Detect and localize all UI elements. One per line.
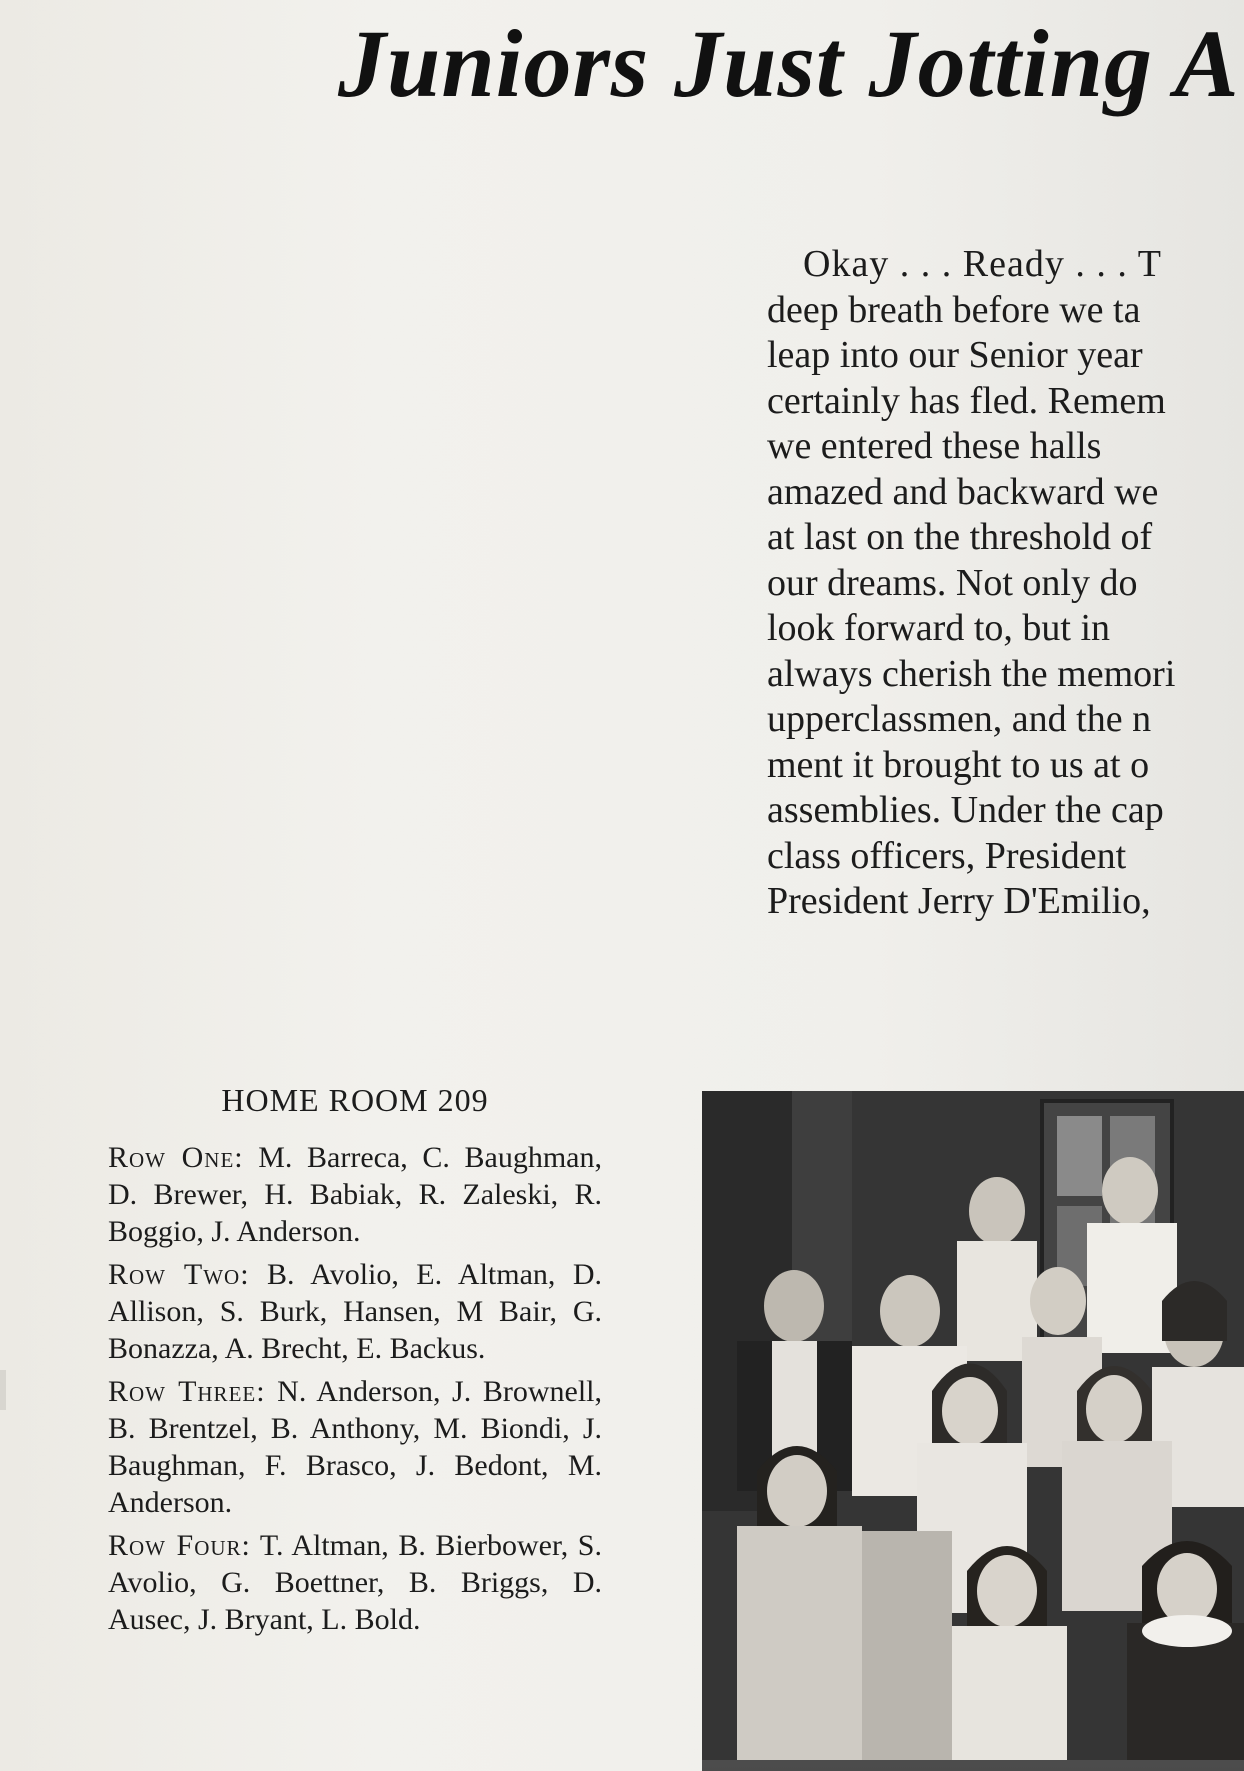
paragraph-line: class officers, President bbox=[767, 834, 1127, 877]
paragraph-line: our dreams. Not only do bbox=[767, 561, 1138, 604]
photo-caption bbox=[108, 1082, 602, 1644]
caption-row-one bbox=[108, 1139, 602, 1250]
class-group-photo bbox=[702, 1091, 1244, 1771]
row-names: B. Avolio, E. Altman, D. Allison, S. Burk, Hansen, M Bair, G. Bonazza, A. Brecht, E. Backus. bbox=[108, 1258, 602, 1365]
paragraph-line: leap into our Senior year bbox=[767, 334, 1143, 376]
paragraph-line: certainly has fled. Remem bbox=[767, 379, 1166, 422]
paragraph-line: assemblies. Under the cap bbox=[767, 789, 1164, 831]
paragraph-line: ment it brought to us at o bbox=[767, 743, 1150, 786]
paragraph-line: upperclassmen, and the n bbox=[767, 698, 1152, 740]
page-edge-mark bbox=[0, 1370, 6, 1410]
caption-row-four bbox=[108, 1527, 602, 1638]
row-label: Row Two: bbox=[108, 1258, 250, 1291]
paragraph-line: we entered these halls bbox=[767, 425, 1102, 467]
intro-paragraph bbox=[767, 242, 1244, 925]
row-names: N. Anderson, J. Brownell, B. Brentzel, B. Anthony, M. Biondi, J. Baughman, F. Brasco, J. Bedont, M. Anderson. bbox=[108, 1375, 602, 1519]
paragraph-line: at last on the threshold of bbox=[767, 516, 1153, 558]
paragraph-line: always cherish the memori bbox=[767, 652, 1176, 695]
paragraph-line: Okay . . . Ready . . . T bbox=[803, 243, 1162, 285]
row-names: M. Barreca, C. Baughman, D. Brewer, H. Babiak, R. Zaleski, R. Boggio, J. Anderson. bbox=[108, 1141, 602, 1248]
paragraph-line: amazed and backward we bbox=[767, 470, 1159, 513]
page-title: Juniors Just Jotting A bbox=[338, 10, 1240, 117]
homeroom-heading: HOME ROOM 209 bbox=[221, 1082, 489, 1118]
row-label: Row Three: bbox=[108, 1375, 266, 1408]
paragraph-line: look forward to, but in bbox=[767, 607, 1111, 649]
paragraph-line: President Jerry D'Emilio, bbox=[767, 880, 1151, 922]
caption-row-two bbox=[108, 1256, 602, 1367]
row-label: Row One: bbox=[108, 1141, 244, 1174]
caption-row-three bbox=[108, 1373, 602, 1521]
paragraph-line: deep breath before we ta bbox=[767, 288, 1141, 331]
group-photo-illustration bbox=[702, 1091, 1244, 1760]
row-label: Row Four: bbox=[108, 1529, 251, 1562]
row-names: T. Altman, B. Bierbower, S. Avolio, G. Boettner, B. Briggs, D. Ausec, J. Bryant, L. Bold. bbox=[108, 1529, 602, 1636]
